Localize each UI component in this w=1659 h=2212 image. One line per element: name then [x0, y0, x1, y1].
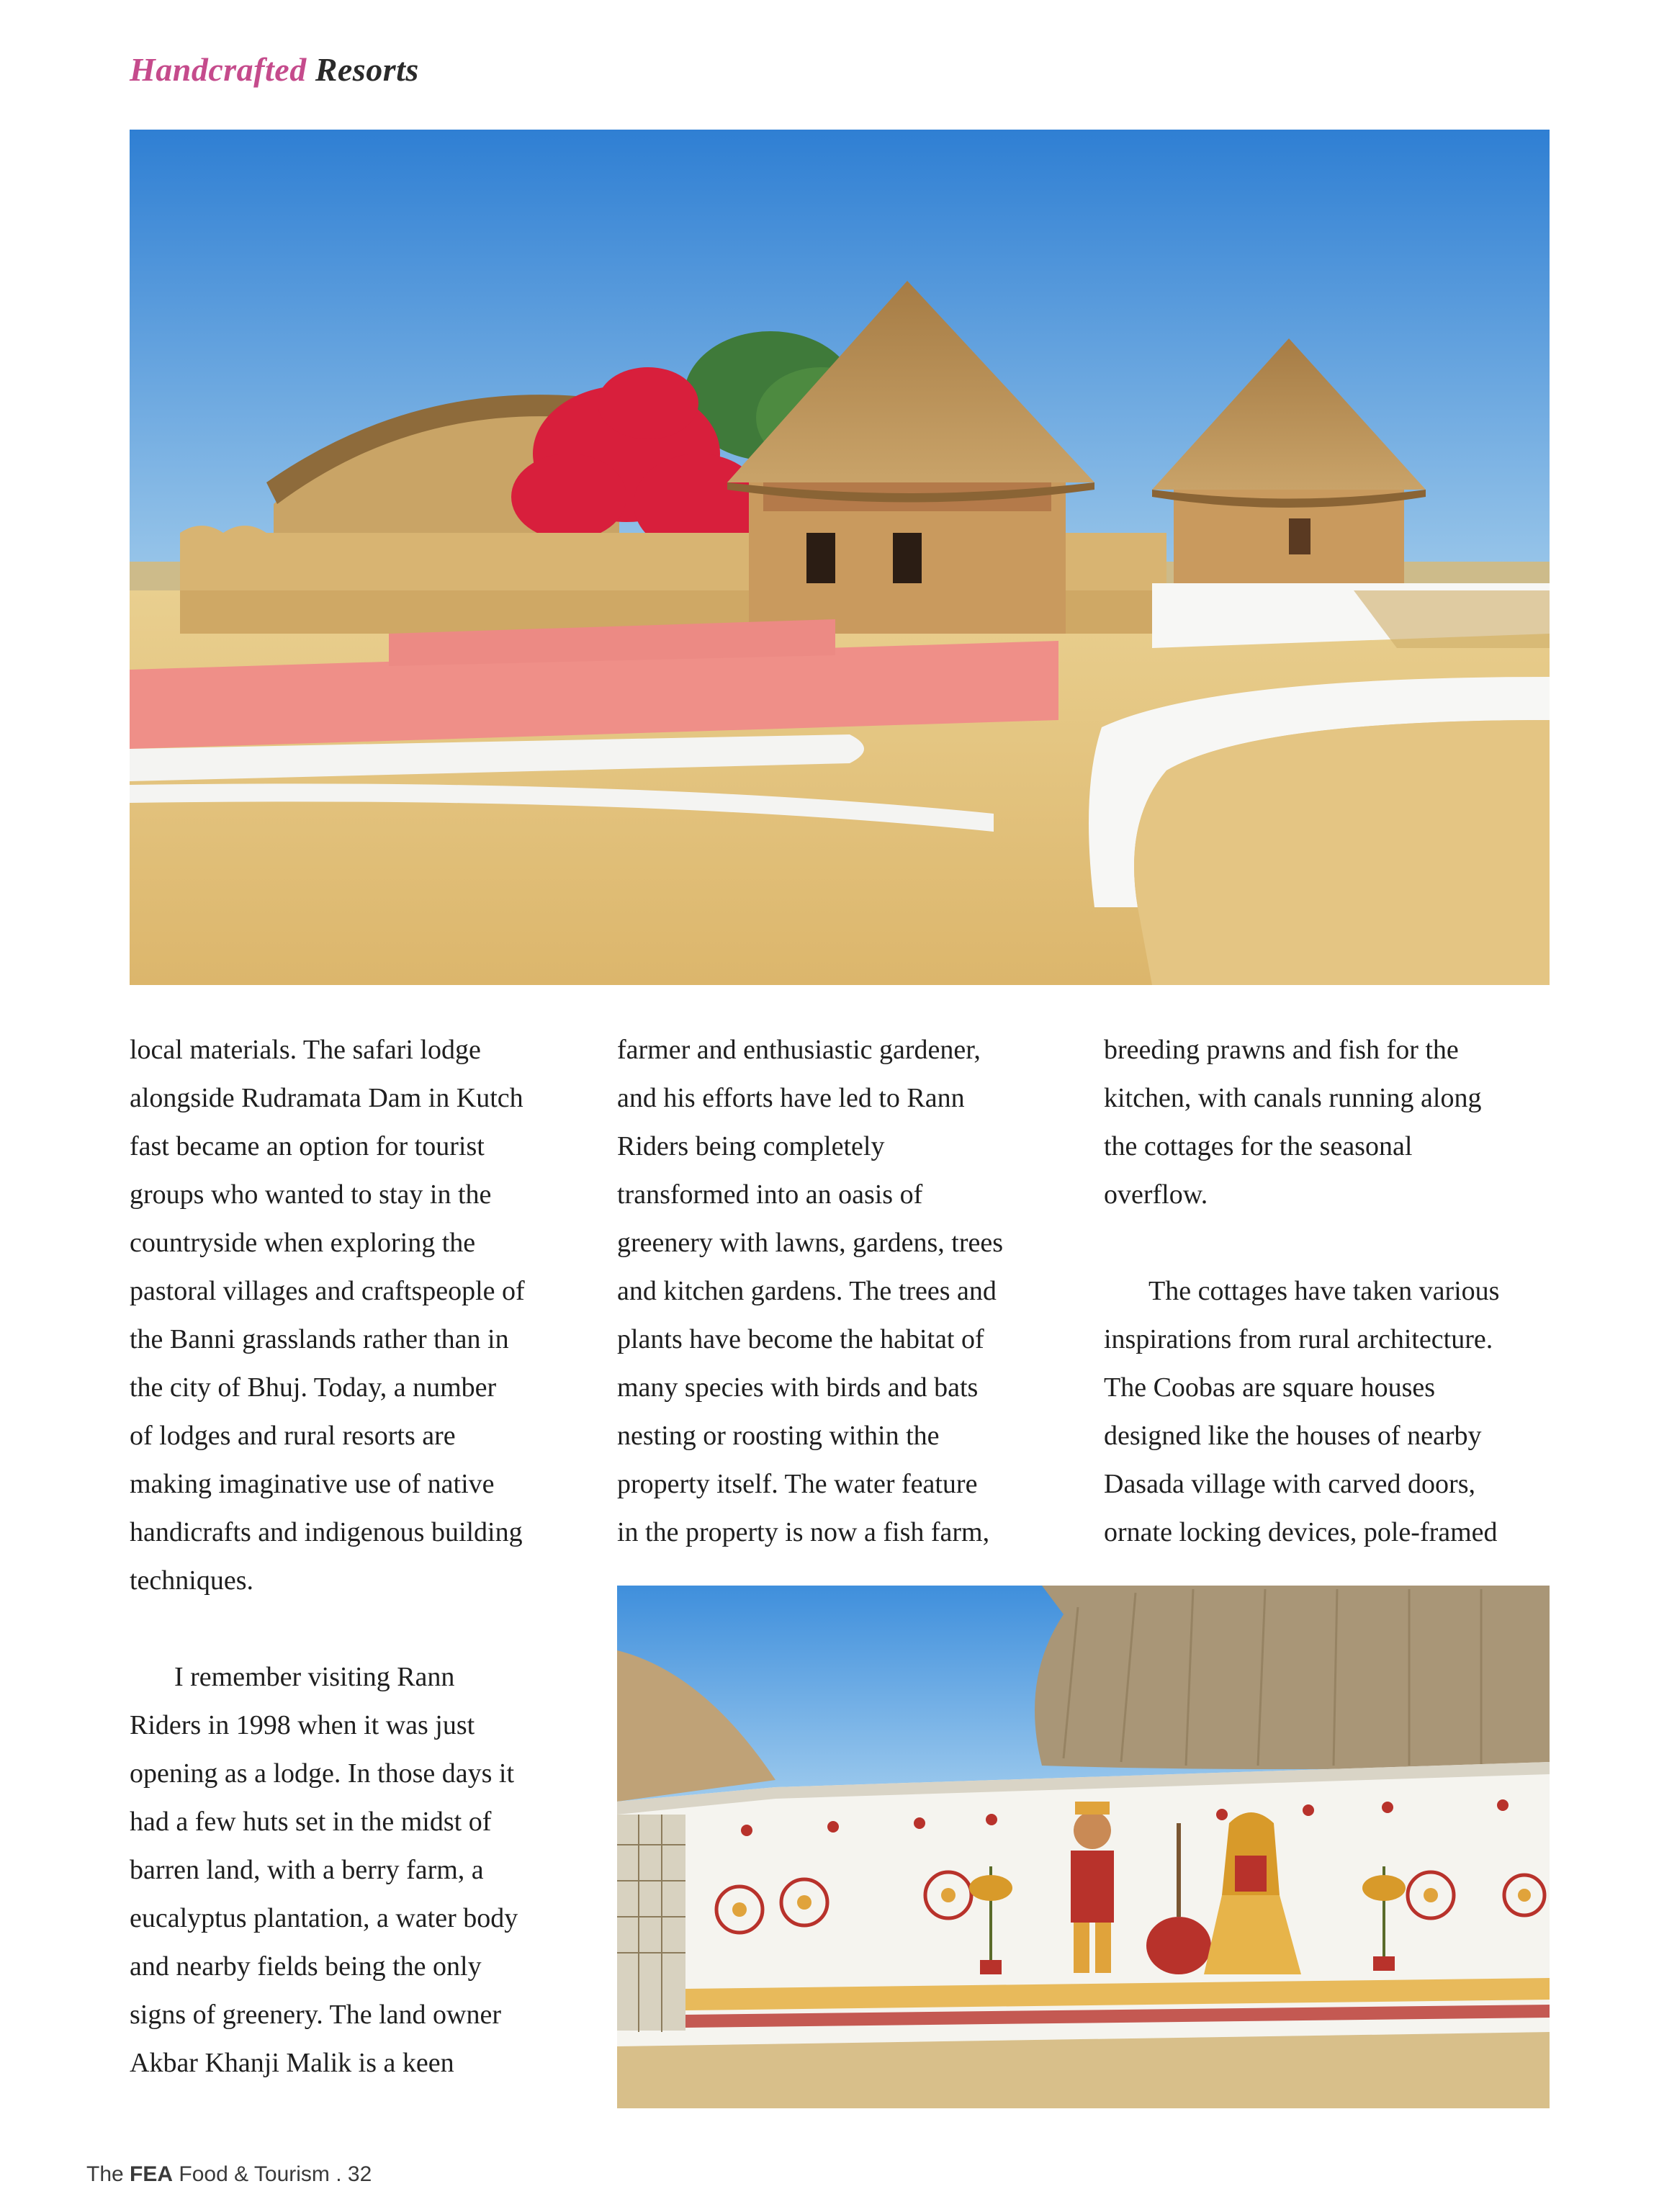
column1-paragraph-1	[130, 1026, 583, 1605]
text-line: designed like the houses of nearby	[1104, 1421, 1482, 1451]
text-line: kitchen, with canals running along	[1104, 1083, 1482, 1113]
text-column-2	[617, 1026, 1071, 1557]
text-line: Riders being completely	[617, 1131, 885, 1161]
footer-title: Food & Tourism	[179, 2162, 330, 2186]
text-column-3	[1104, 1026, 1557, 1557]
column3-paragraph-1	[1104, 1026, 1557, 1219]
page-number: . 32	[336, 2162, 372, 2186]
section-header	[130, 50, 419, 89]
text-line: the Banni grasslands rather than in	[130, 1324, 509, 1354]
footer-prefix: The	[86, 2162, 124, 2186]
text-line: and kitchen gardens. The trees and	[617, 1276, 997, 1306]
text-line: opening as a lodge. In those days it	[130, 1758, 515, 1789]
text-line: property itself. The water feature	[617, 1469, 978, 1499]
text-line: barren land, with a berry farm, a	[130, 1855, 484, 1885]
text-line: nesting or roosting within the	[617, 1421, 940, 1451]
text-line: The cottages have taken various	[1148, 1276, 1500, 1306]
text-line: and his efforts have led to Rann	[617, 1083, 965, 1113]
text-line: pastoral villages and craftspeople of	[130, 1276, 525, 1306]
column2-paragraph-1	[617, 1026, 1071, 1557]
page-footer	[86, 2162, 372, 2187]
column3-paragraph-2	[1104, 1267, 1557, 1557]
text-line: local materials. The safari lodge	[130, 1035, 481, 1065]
text-line: countryside when exploring the	[130, 1228, 476, 1258]
text-line: plants have become the habitat of	[617, 1324, 984, 1354]
text-line: the city of Bhuj. Today, a number	[130, 1372, 497, 1403]
text-line: breeding prawns and fish for the	[1104, 1035, 1459, 1065]
mural-wall-photo	[617, 1586, 1550, 2108]
text-line: alongside Rudramata Dam in Kutch	[130, 1083, 523, 1113]
text-line: many species with birds and bats	[617, 1372, 979, 1403]
text-line: and nearby fields being the only	[130, 1951, 482, 1982]
text-line: Akbar Khanji Malik is a keen	[130, 2048, 454, 2078]
text-line: in the property is now a fish farm,	[617, 1517, 990, 1547]
text-line: overflow.	[1104, 1179, 1208, 1210]
text-line: making imaginative use of native	[130, 1469, 495, 1499]
text-line: handicrafts and indigenous building	[130, 1517, 523, 1547]
column1-paragraph-2	[130, 1653, 583, 2087]
text-line: ornate locking devices, pole-framed	[1104, 1517, 1498, 1547]
text-column-1	[130, 1026, 583, 2087]
header-word-handcrafted: Handcrafted	[130, 51, 307, 88]
text-line: groups who wanted to stay in the	[130, 1179, 492, 1210]
text-line: techniques.	[130, 1565, 254, 1596]
footer-brand: FEA	[130, 2162, 174, 2186]
resort-huts-photo	[130, 130, 1550, 985]
text-line: had a few huts set in the midst of	[130, 1807, 492, 1837]
text-line: The Coobas are square houses	[1104, 1372, 1436, 1403]
text-line: transformed into an oasis of	[617, 1179, 923, 1210]
text-line: greenery with lawns, gardens, trees	[617, 1228, 1004, 1258]
text-line: Riders in 1998 when it was just	[130, 1710, 475, 1740]
text-line: eucalyptus plantation, a water body	[130, 1903, 518, 1933]
text-line: Dasada village with carved doors,	[1104, 1469, 1475, 1499]
text-line: of lodges and rural resorts are	[130, 1421, 456, 1451]
text-line: signs of greenery. The land owner	[130, 2000, 502, 2030]
text-line: I remember visiting Rann	[174, 1662, 455, 1692]
text-line: fast became an option for tourist	[130, 1131, 485, 1161]
header-word-resorts: Resorts	[315, 51, 419, 88]
text-line: farmer and enthusiastic gardener,	[617, 1035, 981, 1065]
text-line: the cottages for the seasonal	[1104, 1131, 1413, 1161]
text-line: inspirations from rural architecture.	[1104, 1324, 1493, 1354]
